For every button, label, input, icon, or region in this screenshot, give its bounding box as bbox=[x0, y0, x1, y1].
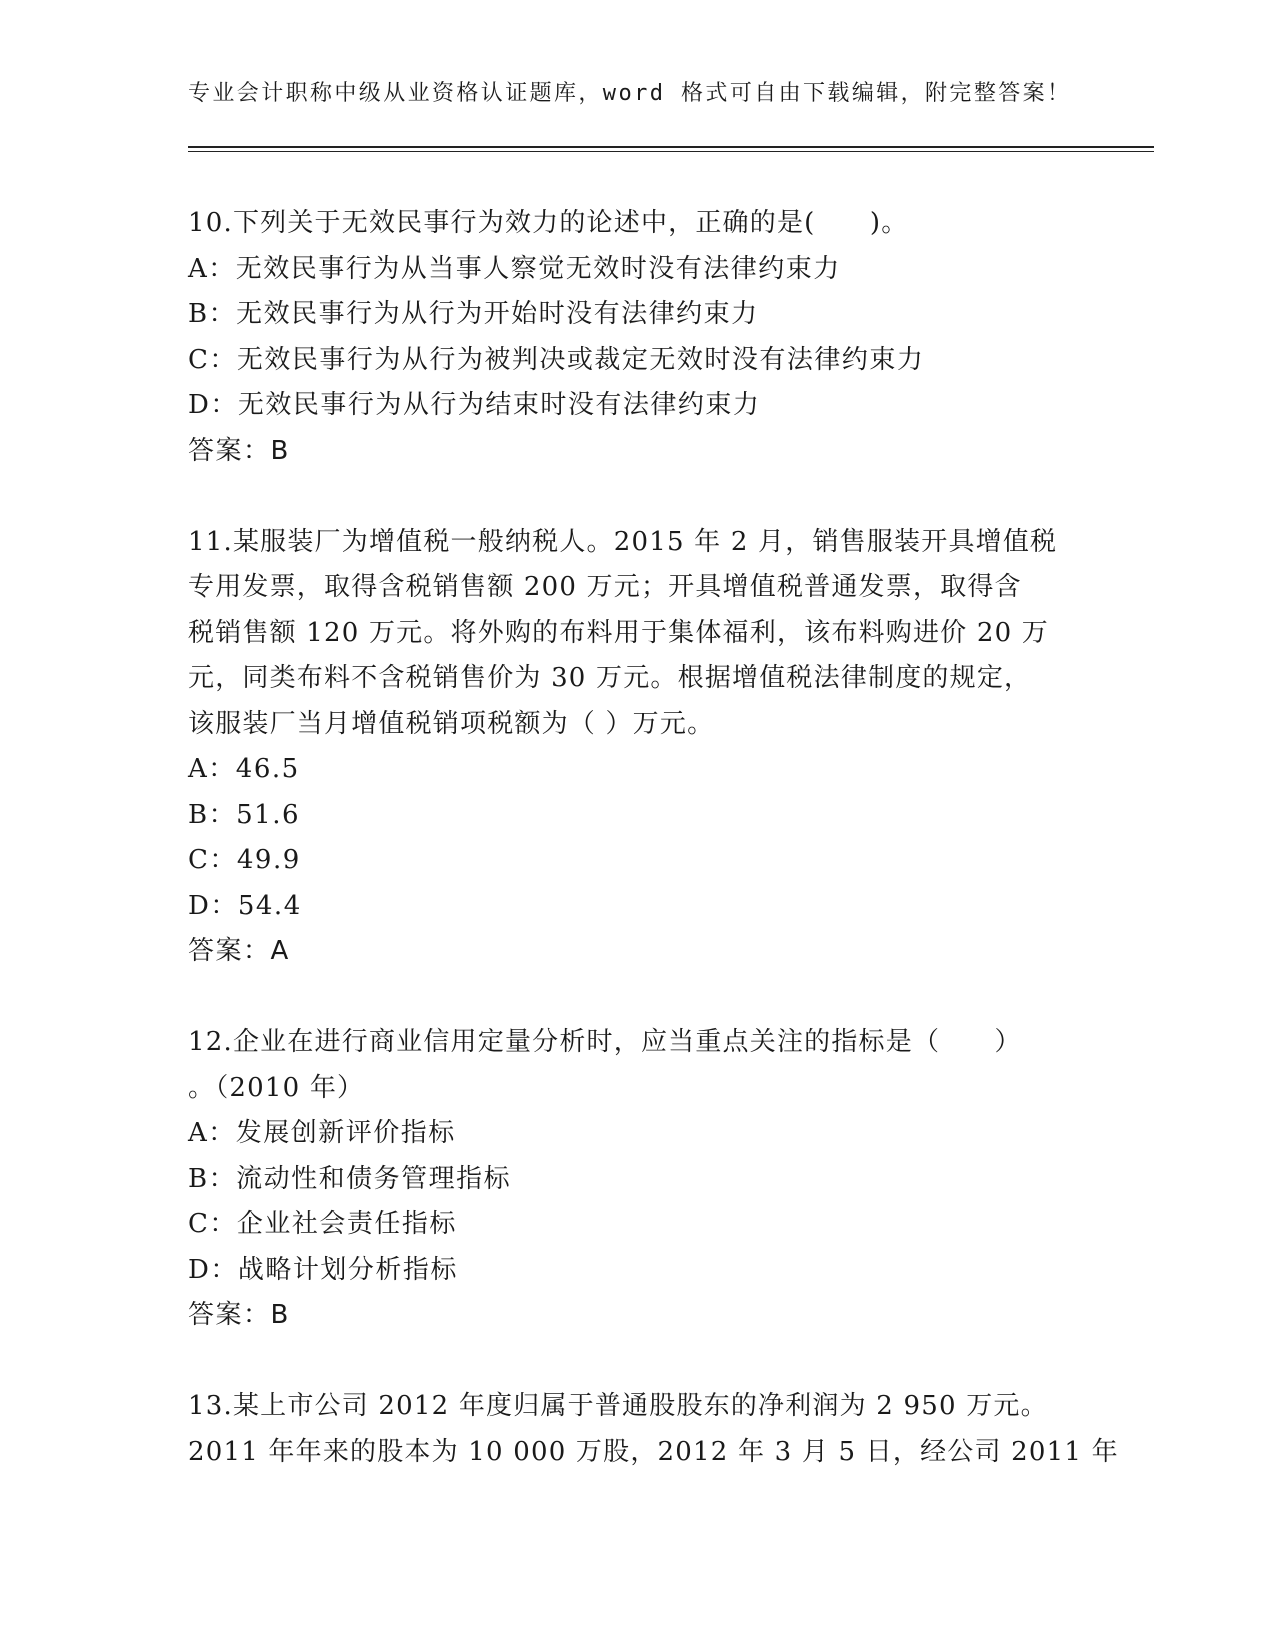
question-12 bbox=[188, 1020, 1088, 1339]
option-c: C：无效民事行为从行为被判决或裁定无效时没有法律约束力 bbox=[188, 344, 925, 375]
question-line: 2011 年年来的股本为 10 000 万股，2012 年 3 月 5 日，经公司 2011 年 bbox=[188, 1436, 1119, 1467]
option-a: A：无效民事行为从当事人察觉无效时没有法律约束力 bbox=[188, 253, 841, 284]
question-text bbox=[188, 1384, 1119, 1475]
option-b: B：流动性和债务管理指标 bbox=[188, 1163, 512, 1194]
question-line: 专用发票，取得含税销售额 200 万元；开具增值税普通发票，取得含 bbox=[188, 572, 1022, 602]
option-d: D：54.4 bbox=[188, 890, 302, 921]
option-b: B：51.6 bbox=[188, 799, 300, 830]
question-text bbox=[188, 1020, 1088, 1111]
answer: 答案：A bbox=[188, 936, 290, 966]
option-d: D：战略计划分析指标 bbox=[188, 1254, 458, 1285]
option-c: C：企业社会责任指标 bbox=[188, 1209, 457, 1239]
question-text bbox=[188, 520, 1088, 748]
question-13 bbox=[188, 1384, 1119, 1475]
question-line: 税销售额 120 万元。将外购的布料用于集体福利，该布料购进价 20 万 bbox=[188, 617, 1049, 648]
answer: 答案：B bbox=[188, 435, 290, 466]
question-line: 12.企业在进行商业信用定量分析时，应当重点关注的指标是（ ） bbox=[188, 1027, 1022, 1057]
option-c: C：49.9 bbox=[188, 845, 301, 875]
header-rule-thick bbox=[188, 146, 1154, 148]
answer: 答案：B bbox=[188, 1300, 290, 1330]
question-line: 。（2010 年） bbox=[188, 1072, 365, 1103]
question-line: 元，同类布料不含税销售价为 30 万元。根据增值税法律制度的规定， bbox=[188, 663, 1032, 693]
header-rule-thin bbox=[188, 151, 1154, 152]
page-header: 专业会计职称中级从业资格认证题库，word 格式可自由下载编辑，附完整答案！ bbox=[188, 81, 1072, 106]
option-d: D：无效民事行为从行为结束时没有法律约束力 bbox=[188, 390, 761, 420]
spacer bbox=[188, 1339, 1088, 1385]
spacer bbox=[188, 474, 1088, 520]
option-a: A：46.5 bbox=[188, 754, 300, 784]
question-line: 该服装厂当月增值税销项税额为（ ）万元。 bbox=[188, 708, 715, 739]
question-text bbox=[188, 201, 1088, 247]
question-line: 11.某服装厂为增值税一般纳税人。2015 年 2 月，销售服装开具增值税 bbox=[188, 526, 1058, 557]
question-list bbox=[188, 201, 1119, 1475]
question-10 bbox=[188, 201, 1088, 474]
option-a: A：发展创新评价指标 bbox=[188, 1118, 456, 1148]
question-11 bbox=[188, 520, 1088, 975]
question-line: 13.某上市公司 2012 年度归属于普通股股东的净利润为 2 950 万元。 bbox=[188, 1391, 1048, 1421]
option-b: B：无效民事行为从行为开始时没有法律约束力 bbox=[188, 299, 759, 329]
spacer bbox=[188, 975, 1088, 1021]
question-line: 10.下列关于无效民事行为效力的论述中，正确的是( )。 bbox=[188, 208, 909, 238]
